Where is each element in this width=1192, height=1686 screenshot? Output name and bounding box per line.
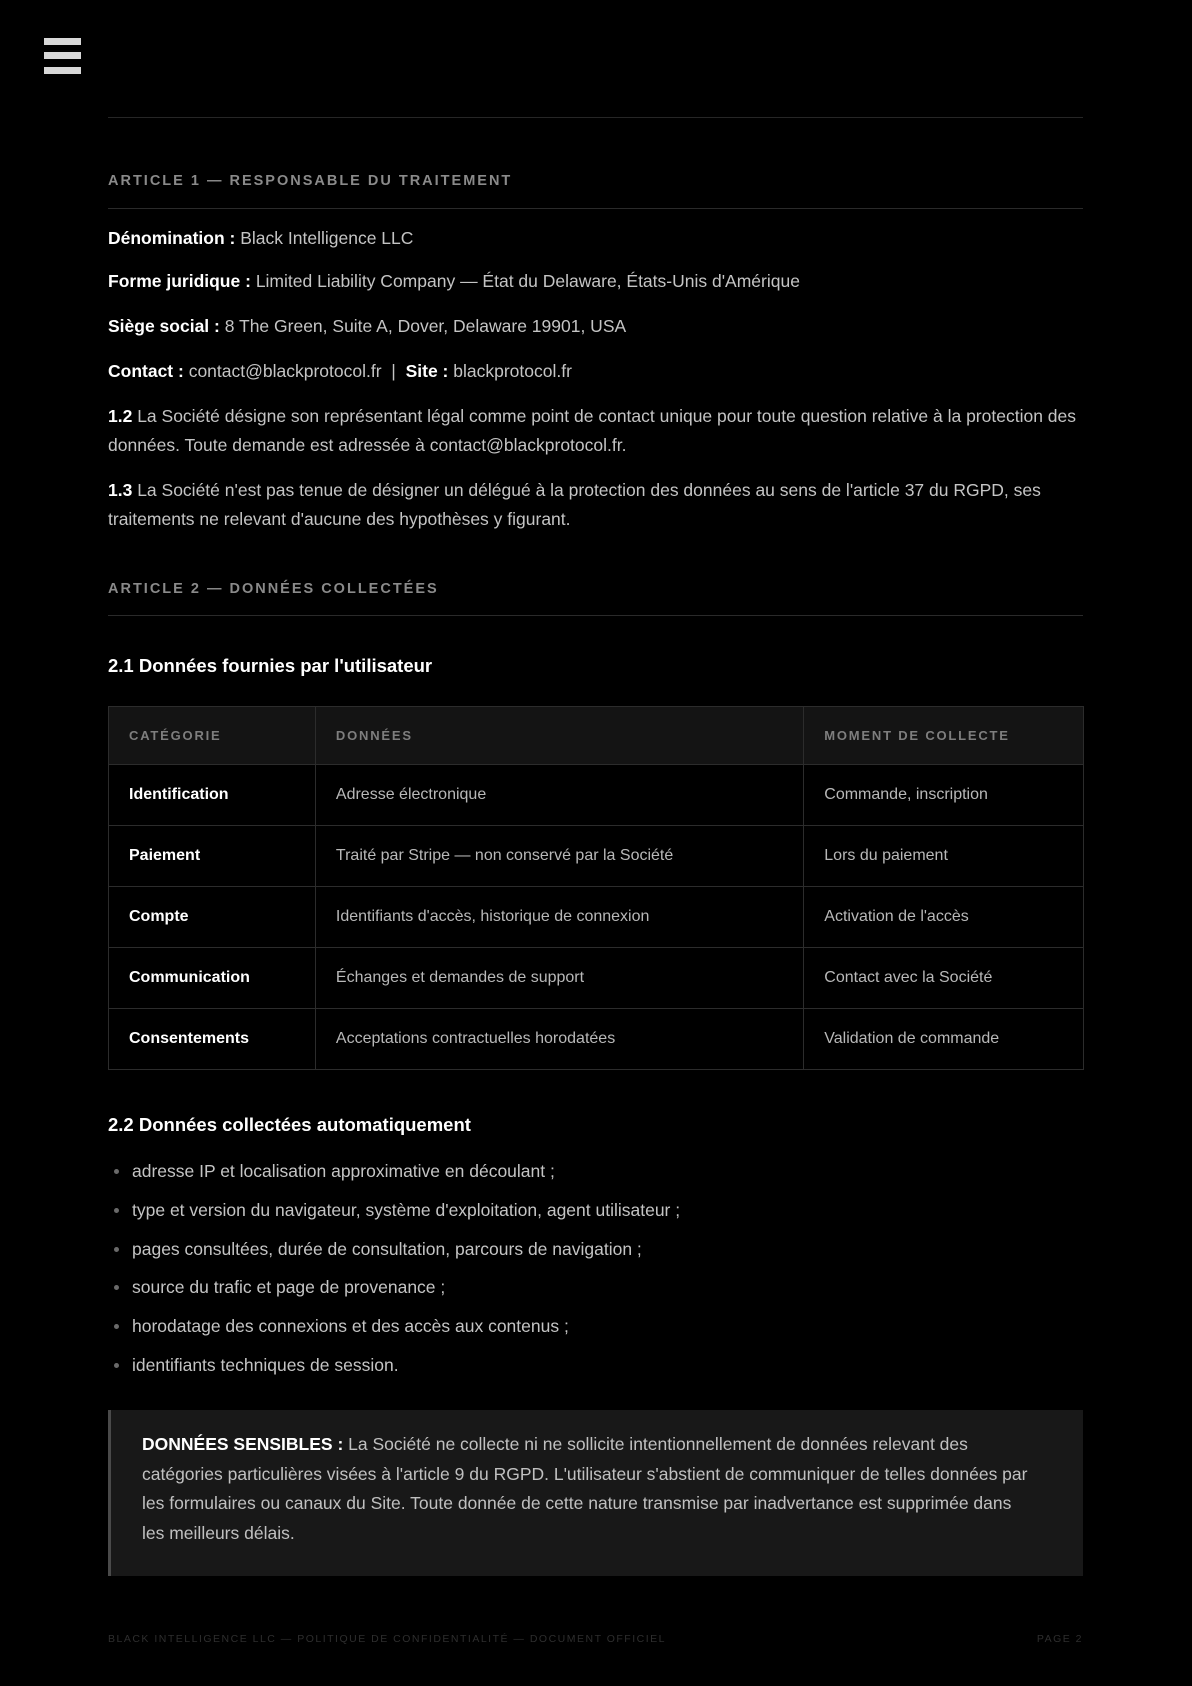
siege-social-value: 8 The Green, Suite A, Dover, Delaware 19901, USA [224,316,627,336]
notice-text: La Société ne collecte ni ne sollicite intentionnellement de données relevant des catégories particulières visées à l'article 9 du RGPD. L'utilisateur s'abstient de communiquer de telles données par les formulaires ou canaux du Site. Toute donnée de cette nature transmise par inadvertance est supprimée dans les meilleurs délais. [142,1434,1028,1543]
table-cell-data: Traité par Stripe — non conservé par la Société [315,826,803,887]
site-label: Site : [405,361,449,381]
forme-juridique-value: Limited Liability Company — État du Delaware, États-Unis d'Amérique [255,271,800,291]
site-value: blackprotocol.fr [453,361,572,381]
paragraph-1-2-number: 1.2 [108,406,133,426]
table-cell-moment: Activation de l'accès [804,887,1084,948]
list-item: type et version du navigateur, système d'exploitation, agent utilisateur ; [108,1191,1083,1230]
table-cell-moment: Commande, inscription [804,765,1084,826]
table-cell-data: Acceptations contractuelles horodatées [315,1009,803,1070]
data-collection-table [108,706,1084,1070]
footer-document-title: BLACK INTELLIGENCE LLC — POLITIQUE DE CONFIDENTIALITÉ — DOCUMENT OFFICIEL [108,1633,666,1645]
siege-social-label: Siège social : [108,316,220,336]
table-cell-category: Identification [109,765,316,826]
contact-email: contact@blackprotocol.fr [188,361,382,381]
table-cell-category: Communication [109,948,316,1009]
table-row [109,887,1084,948]
column-header-moment: MOMENT DE COLLECTE [804,707,1084,765]
table-cell-moment: Lors du paiement [804,826,1084,887]
table-row [109,1009,1084,1070]
list-item: identifiants techniques de session. [108,1346,1083,1385]
section-2-2-heading: 2.2 Données collectées automatiquement [108,1114,471,1135]
table-row [109,826,1084,887]
article-2-heading: ARTICLE 2 — DONNÉES COLLECTÉES [108,581,439,597]
list-item: adresse IP et localisation approximative en découlant ; [108,1152,1083,1191]
sensitive-data-notice [108,1410,1083,1576]
list-item: source du trafic et page de provenance ; [108,1268,1083,1307]
column-header-categorie: CATÉGORIE [109,707,316,765]
auto-collected-data-list [108,1152,1083,1385]
contact-line [108,357,1083,386]
column-header-donnees: DONNÉES [315,707,803,765]
paragraph-1-3 [108,476,1083,534]
contact-separator: | [391,361,396,381]
table-cell-category: Paiement [109,826,316,887]
denomination-line [108,224,1083,253]
table-cell-category: Consentements [109,1009,316,1070]
list-item: pages consultées, durée de consultation, parcours de navigation ; [108,1230,1083,1269]
table-header-row [109,707,1084,765]
table-row [109,765,1084,826]
table-cell-data: Échanges et demandes de support [315,948,803,1009]
paragraph-1-2 [108,402,1083,460]
footer-page-number: PAGE 2 [1036,1633,1083,1645]
paragraph-1-3-number: 1.3 [108,480,133,500]
top-divider [108,117,1083,118]
section-2-1-heading: 2.1 Données fournies par l'utilisateur [108,655,433,676]
table-cell-data: Adresse électronique [315,765,803,826]
table-cell-data: Identifiants d'accès, historique de connexion [315,887,803,948]
article-1-divider [108,208,1083,209]
notice-label: DONNÉES SENSIBLES : [142,1434,344,1454]
forme-juridique-label: Forme juridique : [108,271,251,291]
article-1-heading: ARTICLE 1 — RESPONSABLE DU TRAITEMENT [108,173,513,189]
table-row [109,948,1084,1009]
hamburger-menu-icon[interactable] [44,38,81,74]
table-cell-moment: Validation de commande [804,1009,1084,1070]
article-2-divider [108,615,1083,616]
denomination-value: Black Intelligence LLC [240,228,414,248]
denomination-label: Dénomination : [108,228,236,248]
table-cell-category: Compte [109,887,316,948]
paragraph-1-2-text: La Société désigne son représentant légal comme point de contact unique pour toute question relative à la protection des données. Toute demande est adressée à contact@blackprotocol.fr. [108,406,1077,455]
table-cell-moment: Contact avec la Société [804,948,1084,1009]
siege-social-line [108,312,1083,341]
list-item: horodatage des connexions et des accès aux contenus ; [108,1307,1083,1346]
paragraph-1-3-text: La Société n'est pas tenue de désigner un délégué à la protection des données au sens de l'article 37 du RGPD, ses traitements ne relevant d'aucune des hypothèses y figurant. [108,480,1041,529]
forme-juridique-line [108,267,1083,296]
contact-label: Contact : [108,361,184,381]
